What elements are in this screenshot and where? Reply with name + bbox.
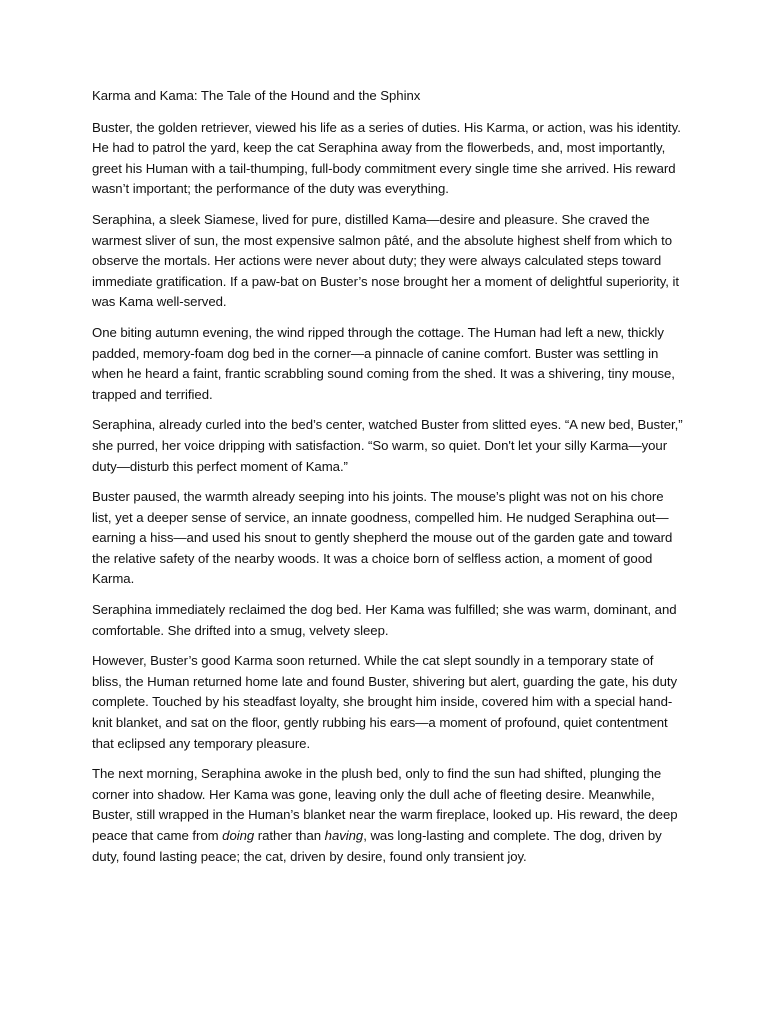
- paragraph-8-text-a: The next morning, Seraphina awoke in the plush bed, only to find the sun had shifted, plunging the corner into shadow. Her Kama was gone, leaving only the dull ache of fleeting desire. Meanwhile, Buster, still wrapped in the Human’s blanket near the warm fireplace, looked up. His reward, the deep peace that came from: [92, 766, 678, 843]
- paragraph-4: Seraphina, already curled into the bed’s center, watched Buster from slitted eyes. “A new bed, Buster,” she purred, her voice dripping with satisfaction. “So warm, so quiet. Don't let your silly Karma—your duty—disturb this perfect moment of Kama.”: [92, 417, 683, 474]
- paragraph-8-text-b: rather than: [254, 828, 325, 843]
- paragraph-8: [92, 764, 686, 867]
- paragraph-1: Buster, the golden retriever, viewed his life as a series of duties. His Karma, or action, was his identity. He had to patrol the yard, keep the cat Seraphina away from the flowerbeds, and, most importantly, greet his Human with a tail-thumping, full-body commitment every single time she arrived. His reward wasn’t important; the performance of the duty was everything.: [92, 119, 681, 197]
- paragraph-3: One biting autumn evening, the wind ripped through the cottage. The Human had left a new, thickly padded, memory-foam dog bed in the corner—a pinnacle of canine comfort. Buster was settling in when he heard a faint, frantic scrabbling sound coming from the shed. It was a shivering, tiny mouse, trapped and terrified.: [92, 324, 675, 402]
- emphasis-doing: doing: [222, 828, 255, 843]
- paragraph-2: Seraphina, a sleek Siamese, lived for pure, distilled Kama—desire and pleasure. She craved the warmest sliver of sun, the most expensive salmon pâté, and the absolute highest shelf from which to observe the mortals. Her actions were never about duty; they were always calculated steps toward immediate gratification. If a paw-bat on Buster’s nose brought her a moment of delightful superiority, it was Kama well-served.: [92, 211, 680, 310]
- paragraph-7: However, Buster’s good Karma soon returned. While the cat slept soundly in a temporary state of bliss, the Human returned home late and found Buster, shivering but alert, guarding the gate, his duty complete. Touched by his steadfast loyalty, she brought him inside, covered him with a special hand-knit blanket, and sat on the floor, gently rubbing his ears—a moment of profound, quiet contentment that eclipsed any temporary pleasure.: [92, 653, 678, 751]
- paragraph-5: Buster paused, the warmth already seeping into his joints. The mouse’s plight was not on his chore list, yet a deeper sense of service, an innate goodness, compelled him. He nudged Seraphina out—earning a hiss—and used his snout to gently shepherd the mouse out of the garden gate and toward the relative safety of the nearby woods. It was a choice born of selfless action, a moment of good Karma.: [92, 489, 673, 587]
- paragraph-8-text-c: , was long-lasting and complete. The dog, driven by duty, found lasting peace; the cat, driven by desire, found only transient joy.: [92, 828, 662, 864]
- emphasis-having: having: [324, 828, 364, 843]
- paragraph-6: Seraphina immediately reclaimed the dog bed. Her Kama was fulfilled; she was warm, dominant, and comfortable. She drifted into a smug, velvety sleep.: [92, 602, 677, 638]
- document-title: Karma and Kama: The Tale of the Hound and the Sphinx: [92, 88, 421, 103]
- document-page: [92, 86, 686, 877]
